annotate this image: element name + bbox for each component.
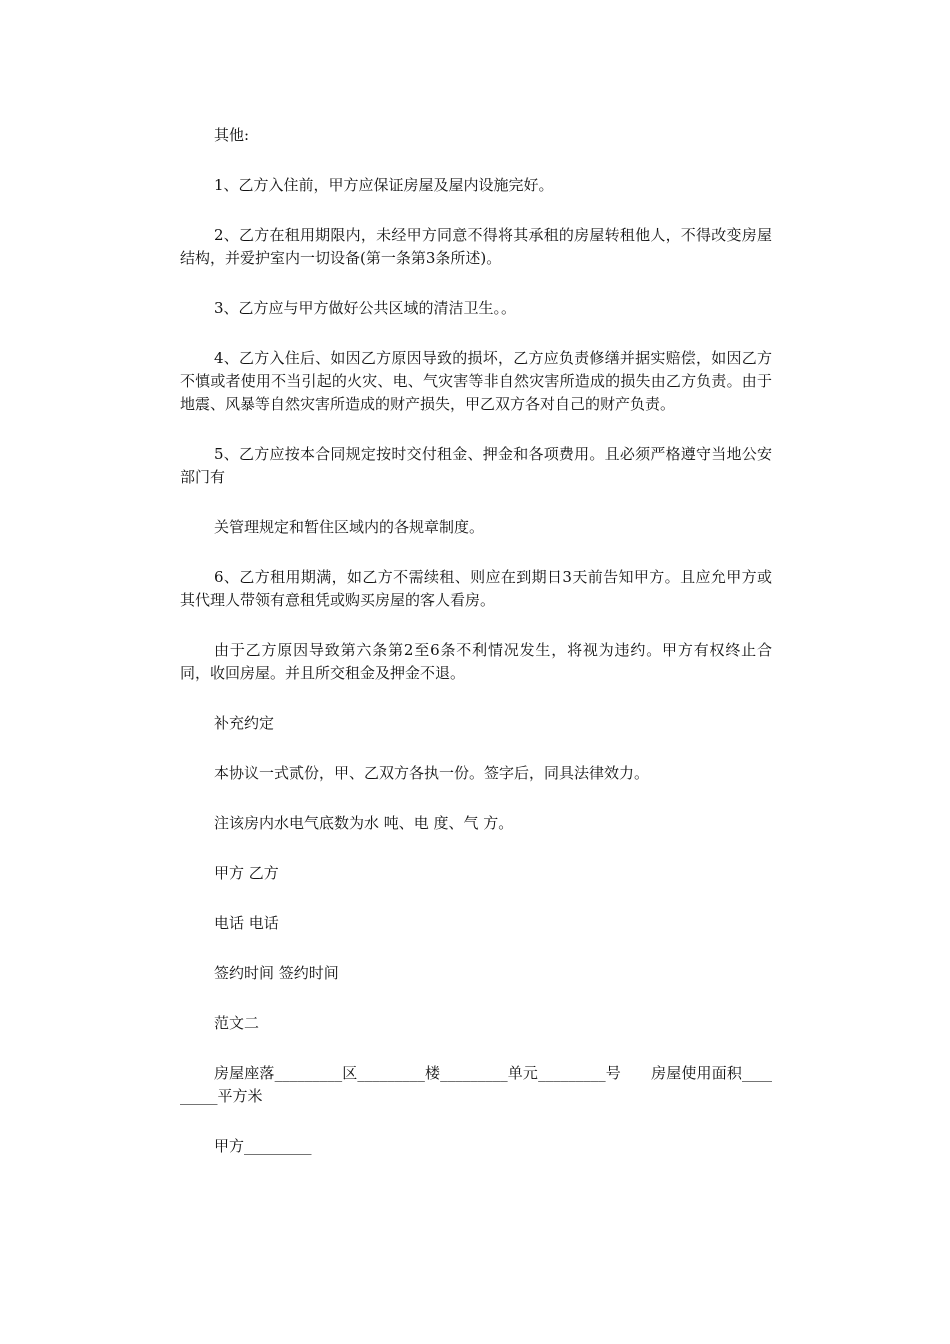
paragraph-heading-other: 其他: [214, 126, 250, 144]
document-page [180, 124, 772, 1158]
paragraph-clause-1: 1、乙方入住前，甲方应保证房屋及屋内设施完好。 [214, 176, 554, 194]
paragraph-party-a: 甲方_________ [214, 1137, 312, 1155]
paragraph-phones: 电话 电话 [214, 914, 279, 932]
paragraph-clause-2: 2、乙方在租用期限内，未经甲方同意不得将其承租的房屋转租他人，不得改变房屋结构，并爱护室内一切设备(第一条第3条所述)。 [180, 226, 772, 267]
paragraph-supplement-heading: 补充约定 [214, 714, 275, 732]
paragraph-clause-3: 3、乙方应与甲方做好公共区域的清洁卫生。。 [214, 299, 517, 317]
paragraph-sign-dates: 签约时间 签约时间 [214, 964, 339, 982]
paragraph-breach: 由于乙方原因导致第六条第2至6条不利情况发生，将视为违约。甲方有权终止合同，收回房屋。并且所交租金及押金不退。 [180, 641, 772, 682]
paragraph-clause-6: 6、乙方租用期满，如乙方不需续租、则应在到期日3天前告知甲方。且应允甲方或其代理人带领有意租凭或购买房屋的客人看房。 [180, 568, 772, 609]
paragraph-clause-5: 5、乙方应按本合同规定按时交付租金、押金和各项费用。且必须严格遵守当地公安部门有 [180, 445, 772, 486]
paragraph-clause-5-continued: 关管理规定和暂住区域内的各规章制度。 [214, 518, 485, 536]
paragraph-sample-two-heading: 范文二 [214, 1014, 260, 1032]
paragraph-copies: 本协议一式贰份，甲、乙双方各执一份。签字后，同具法律效力。 [214, 764, 650, 782]
paragraph-clause-4: 4、乙方入住后、如因乙方原因导致的损坏，乙方应负责修缮并据实赔偿，如因乙方不慎或者使用不当引起的火灾、电、气灾害等非自然灾害所造成的损失由乙方负责。由于地震、风暴等自然灾害所造成的财产损失，甲乙双方各对自己的财产负责。 [180, 349, 772, 413]
paragraph-meter-readings: 注该房内水电气底数为水 吨、电 度、气 方。 [214, 814, 514, 832]
paragraph-parties: 甲方 乙方 [214, 864, 279, 882]
paragraph-house-location: 房屋座落_________区_________楼_________单元_________号 房屋使用面积_________平方米 [180, 1064, 772, 1105]
